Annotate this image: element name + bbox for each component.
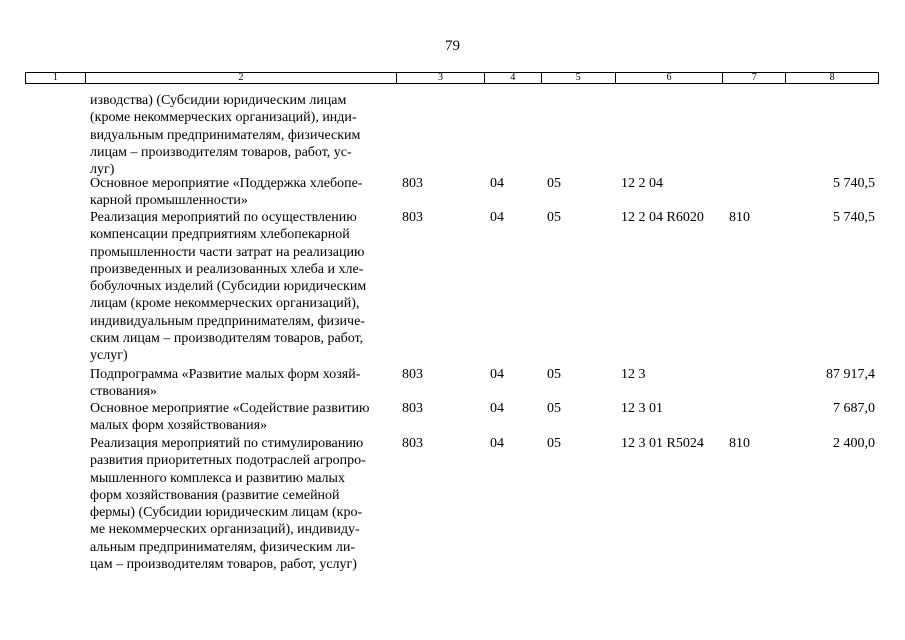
description-line: (кроме некоммерческих организаций), инди- bbox=[90, 110, 357, 126]
header-cell: 7 bbox=[723, 73, 786, 83]
description-line: форм хозяйствования (развитие семейной bbox=[90, 487, 340, 503]
table-header-row bbox=[25, 72, 879, 84]
description-line: лицам – производителям товаров, работ, ус- bbox=[90, 144, 352, 160]
header-cell: 3 bbox=[397, 73, 485, 83]
cell-subsection: 05 bbox=[547, 210, 561, 225]
cell-expense-type: 810 bbox=[729, 436, 750, 451]
description-line: карной промышленности» bbox=[90, 193, 248, 209]
description-line: Реализация мероприятий по осуществлению bbox=[90, 210, 357, 225]
header-cell: 5 bbox=[542, 73, 616, 83]
description-line: изводства) (Субсидии юридическим лицам bbox=[90, 93, 347, 108]
header-cell: 4 bbox=[485, 73, 542, 83]
description-line: луг) bbox=[90, 162, 115, 178]
description-line: ским лицам – производителям товаров, работ, bbox=[90, 331, 364, 347]
cell-ministry-code: 803 bbox=[402, 436, 423, 451]
description-line: промышленности части затрат на реализацию bbox=[90, 244, 365, 260]
description-line: компенсации предприятиям хлебопекарной bbox=[90, 227, 350, 243]
row-description bbox=[90, 92, 390, 178]
row-description bbox=[90, 435, 390, 573]
description-line: лицам (кроме некоммерческих организаций), bbox=[90, 296, 360, 312]
description-line: Реализация мероприятий по стимулированию bbox=[90, 436, 364, 451]
description-line: бобулочных изделий (Субсидии юридическим bbox=[90, 279, 367, 295]
cell-amount: 5 740,5 bbox=[833, 176, 875, 191]
cell-ministry-code: 803 bbox=[402, 176, 423, 191]
description-line: малых форм хозяйствования» bbox=[90, 418, 268, 434]
description-line: видуальным предпринимателям, физическим bbox=[90, 127, 361, 143]
description-line: услуг) bbox=[90, 348, 128, 364]
description-line: развития приоритетных подотраслей агропро- bbox=[90, 453, 366, 469]
cell-subsection: 05 bbox=[547, 176, 561, 191]
cell-amount: 7 687,0 bbox=[833, 401, 875, 416]
row-description bbox=[90, 175, 390, 210]
cell-section: 04 bbox=[490, 176, 504, 191]
cell-ministry-code: 803 bbox=[402, 210, 423, 225]
description-line: альным предпринимателям, физическим ли- bbox=[90, 539, 356, 555]
description-line: Подпрограмма «Развитие малых форм хозяй- bbox=[90, 367, 361, 382]
cell-amount: 87 917,4 bbox=[826, 367, 875, 382]
row-description bbox=[90, 366, 390, 401]
cell-subsection: 05 bbox=[547, 367, 561, 382]
cell-section: 04 bbox=[490, 367, 504, 382]
page-number: 79 bbox=[445, 38, 460, 54]
description-line: ме некоммерческих организаций), индивиду- bbox=[90, 522, 360, 538]
row-description bbox=[90, 400, 390, 435]
description-line: Основное мероприятие «Содействие развитию bbox=[90, 401, 370, 416]
description-line: произведенных и реализованных хлеба и хле- bbox=[90, 261, 364, 277]
description-line: фермы) (Субсидии юридическим лицам (кро- bbox=[90, 505, 363, 521]
cell-section: 04 bbox=[490, 401, 504, 416]
description-line: мышленного комплекса и развитию малых bbox=[90, 470, 345, 486]
header-cell: 1 bbox=[26, 73, 86, 83]
description-line: индивидуальным предпринимателям, физиче- bbox=[90, 313, 365, 329]
cell-subsection: 05 bbox=[547, 401, 561, 416]
cell-target-article: 12 2 04 R6020 bbox=[621, 210, 704, 225]
cell-ministry-code: 803 bbox=[402, 367, 423, 382]
cell-target-article: 12 3 01 bbox=[621, 401, 663, 416]
cell-amount: 2 400,0 bbox=[833, 436, 875, 451]
cell-subsection: 05 bbox=[547, 436, 561, 451]
header-cell: 6 bbox=[616, 73, 724, 83]
cell-target-article: 12 3 01 R5024 bbox=[621, 436, 704, 451]
description-line: цам – производителям товаров, работ, услуг) bbox=[90, 557, 357, 573]
cell-section: 04 bbox=[490, 210, 504, 225]
description-line: Основное мероприятие «Поддержка хлебопе- bbox=[90, 176, 363, 191]
cell-amount: 5 740,5 bbox=[833, 210, 875, 225]
header-cell: 8 bbox=[829, 72, 835, 83]
cell-target-article: 12 3 bbox=[621, 367, 646, 382]
cell-section: 04 bbox=[490, 436, 504, 451]
row-description bbox=[90, 209, 390, 365]
header-cell: 2 bbox=[86, 73, 397, 83]
cell-target-article: 12 2 04 bbox=[621, 176, 663, 191]
cell-ministry-code: 803 bbox=[402, 401, 423, 416]
cell-expense-type: 810 bbox=[729, 210, 750, 225]
description-line: ствования» bbox=[90, 384, 157, 400]
